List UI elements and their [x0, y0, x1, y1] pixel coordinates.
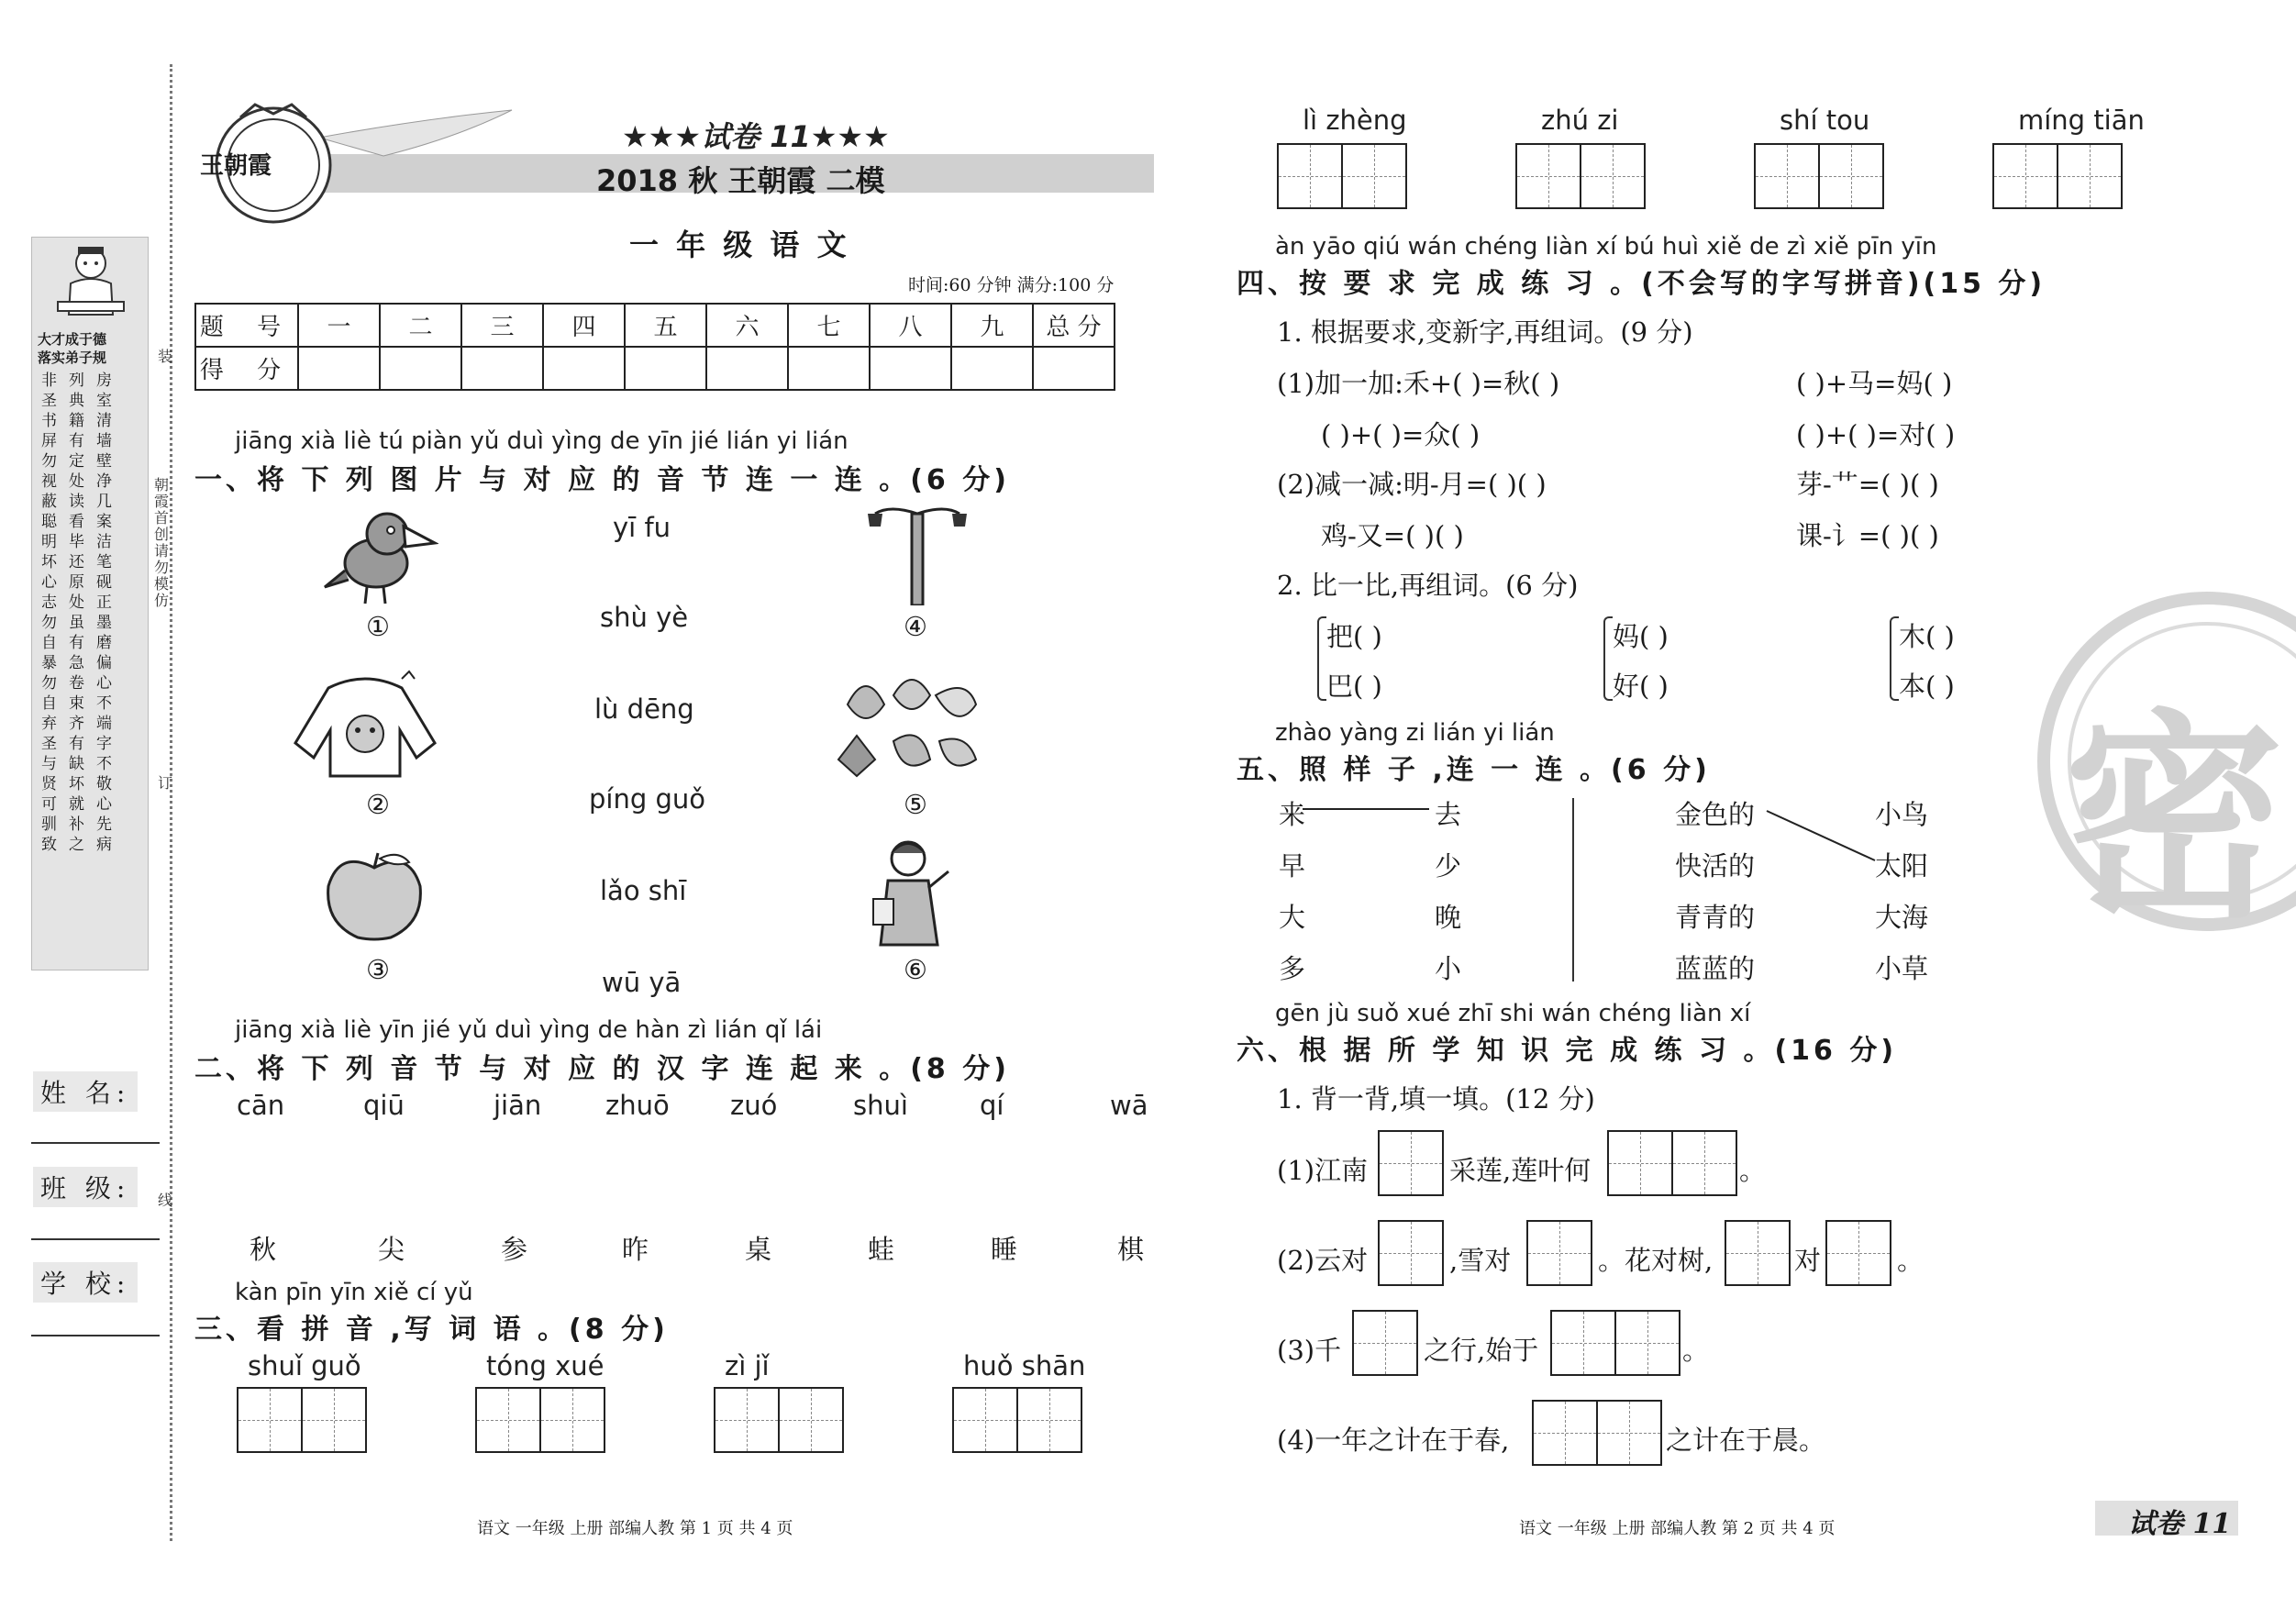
- motto-heading-1: 大才成于德: [38, 331, 107, 348]
- binding-note-3: 订: [158, 774, 173, 792]
- score-header-cell-10: 总 分: [1033, 304, 1115, 347]
- q3-pinyin-word-2: tóng xué: [486, 1350, 605, 1381]
- compare-bracket-1: [1317, 616, 1326, 701]
- score-header-cell-3: 三: [461, 304, 543, 347]
- q5-right-a-4[interactable]: 蓝蓝的: [1675, 953, 1756, 984]
- score-header-cell-7: 七: [788, 304, 870, 347]
- q3-title: 三、看 拼 音 ,写 词 语 。(8 分): [194, 1314, 669, 1346]
- q6-line4-a: (4)一年之计在于春,: [1277, 1425, 1510, 1456]
- q5-right-b-4[interactable]: 小草: [1875, 953, 1929, 984]
- paper-number: ★★★试卷 11★★★: [622, 119, 890, 154]
- compare-bracket-3: [1890, 616, 1899, 701]
- score-value-cell-8[interactable]: [870, 347, 951, 390]
- q4-sub-c[interactable]: 鸡-又=( )( ): [1321, 520, 1464, 551]
- q3-write-grid-2[interactable]: [475, 1387, 604, 1453]
- pic-label-3: ③: [366, 954, 390, 985]
- q2-syllable-2[interactable]: qiū: [363, 1090, 405, 1121]
- motto-columns: [41, 371, 113, 855]
- q6-grid-3-2[interactable]: [1550, 1310, 1679, 1376]
- corner-tag: 试卷 11: [2128, 1508, 2232, 1540]
- q6-grid-3-1[interactable]: [1352, 1310, 1416, 1376]
- q6-grid-2-2[interactable]: [1526, 1220, 1591, 1286]
- q2-hanzi-5[interactable]: 桌: [745, 1234, 772, 1265]
- score-value-row: [195, 347, 1115, 390]
- sweater-picture: [292, 670, 438, 780]
- q3-write-grid-3[interactable]: [714, 1387, 842, 1453]
- compare-bracket-2: [1603, 616, 1613, 701]
- pic-label-1: ①: [366, 611, 390, 642]
- compare-2b[interactable]: 好( ): [1613, 671, 1669, 702]
- q6-line3-b: 之行,始于: [1424, 1335, 1539, 1366]
- q2-hanzi-2[interactable]: 尖: [378, 1234, 405, 1265]
- q2-hanzi-1[interactable]: 秋: [250, 1234, 277, 1265]
- q2-syllable-5[interactable]: zuó: [730, 1090, 778, 1121]
- q5-example-lines: [1303, 798, 1890, 890]
- binding-note-1: 装: [158, 348, 173, 365]
- score-value-cell-1[interactable]: [298, 347, 380, 390]
- q5-right-b-3[interactable]: 大海: [1875, 902, 1929, 933]
- q6-line1-c: 。: [1739, 1155, 1767, 1186]
- motto-column-3: 房室清墙壁净几案洁笔砚正墨磨偏心不端字不敬心先病: [96, 372, 112, 854]
- q4-sub-b[interactable]: 芽-艹=( )( ): [1796, 469, 1939, 500]
- score-value-cell-5[interactable]: [625, 347, 706, 390]
- subject-title: 一 年 级 语 文: [629, 227, 850, 262]
- q5-right-b-1[interactable]: 小鸟: [1875, 799, 1929, 830]
- q6-grid-2-1[interactable]: [1378, 1220, 1442, 1286]
- q4-sub2: 2. 比一比,再组词。(6 分): [1277, 570, 1579, 601]
- binding-note-4: 线: [158, 1192, 173, 1209]
- q3-write-grid-4[interactable]: [952, 1387, 1081, 1453]
- q6-pinyin: gēn jù suǒ xué zhī shi wán chéng liàn xí: [1275, 1000, 1751, 1027]
- q5-left-b-3[interactable]: 晚: [1435, 902, 1462, 933]
- q2-syllable-6[interactable]: shuì: [853, 1090, 908, 1121]
- q6-grid-2-3[interactable]: [1725, 1220, 1789, 1286]
- q2-hanzi-4[interactable]: 昨: [622, 1234, 649, 1265]
- q4-sub-d[interactable]: 课-讠=( )( ): [1796, 520, 1939, 551]
- score-header-row: [195, 304, 1115, 347]
- score-value-cell-2[interactable]: [380, 347, 461, 390]
- compare-3a[interactable]: 木( ): [1899, 621, 1955, 652]
- q5-left-a-2[interactable]: 早: [1279, 850, 1306, 882]
- q2-hanzi-7[interactable]: 睡: [991, 1234, 1018, 1265]
- binding-line: [170, 64, 172, 1541]
- scholar-icon: [52, 243, 129, 326]
- class-label: 班 级:: [33, 1167, 138, 1207]
- q2-hanzi-3[interactable]: 参: [501, 1234, 528, 1265]
- q6-line2-b: ,雪对: [1449, 1245, 1512, 1276]
- brand-seal-text: 王朝霞: [200, 152, 272, 180]
- q4-sub1: 1. 根据要求,变新字,再组词。(9 分): [1277, 316, 1693, 348]
- q6-line2-d: 对: [1794, 1245, 1822, 1276]
- q3-pinyin-word-3: zì jǐ: [725, 1350, 770, 1381]
- q6-line1-a: (1)江南: [1277, 1155, 1369, 1186]
- q4-add-c[interactable]: ( )+( )=众( ): [1321, 419, 1481, 450]
- q4-add-b[interactable]: ( )+马=妈( ): [1796, 368, 1953, 399]
- q6-sub1: 1. 背一背,填一填。(12 分): [1277, 1083, 1595, 1115]
- score-value-cell-7[interactable]: [788, 347, 870, 390]
- score-value-cell-0: 得 分: [195, 347, 298, 390]
- q1-title: 一、将 下 列 图 片 与 对 应 的 音 节 连 一 连 。(6 分): [194, 464, 1010, 496]
- q6-line3-c: 。: [1682, 1335, 1710, 1366]
- q3-pinyin: kàn pīn yīn xiě cí yǔ: [235, 1279, 473, 1306]
- q6-line2-c: 。花对树,: [1598, 1245, 1714, 1276]
- q5-title: 五、照 样 子 ,连 一 连 。(6 分): [1237, 754, 1711, 786]
- q5-pinyin: zhào yàng zi lián yi lián: [1275, 719, 1555, 747]
- score-header-cell-1: 一: [298, 304, 380, 347]
- pic-label-4: ④: [904, 611, 927, 642]
- q6-title: 六、根 据 所 学 知 识 完 成 练 习 。(16 分): [1237, 1035, 1898, 1067]
- leaves-picture: [829, 668, 985, 782]
- q1-syllable-6[interactable]: wū yā: [602, 967, 682, 998]
- q2-syllable-4[interactable]: zhuō: [605, 1090, 670, 1121]
- q6-line2-e: 。: [1897, 1245, 1924, 1276]
- q2-syllable-3[interactable]: jiān: [494, 1090, 542, 1121]
- q3-pinyin-word-4: huǒ shān: [963, 1350, 1086, 1381]
- q1-syllable-3[interactable]: lù dēng: [594, 693, 694, 725]
- name-field[interactable]: [31, 1142, 160, 1144]
- q1-syllable-1[interactable]: yī fu: [613, 512, 671, 543]
- q4-sub-a[interactable]: (2)减一减:明-月=( )( ): [1277, 469, 1547, 500]
- q4-pinyin: àn yāo qiú wán chéng liàn xí bú huì xiě de zì xiě pīn yīn: [1275, 233, 1937, 261]
- motto-column-2: 列典籍有定处读看毕还原处虽有急卷束齐有缺坏就补之: [69, 372, 84, 854]
- score-header-cell-5: 五: [625, 304, 706, 347]
- q5-left-b-4[interactable]: 小: [1435, 953, 1462, 984]
- apple-picture: [321, 849, 427, 941]
- compare-1a[interactable]: 把( ): [1326, 621, 1382, 652]
- q6-grid-1-2[interactable]: [1607, 1130, 1736, 1196]
- score-value-cell-10[interactable]: [1033, 347, 1115, 390]
- q3-pinyin-word-7: shí tou: [1780, 105, 1870, 136]
- motto-heading-2: 落实弟子规: [38, 349, 107, 366]
- q2-title: 二、将 下 列 音 节 与 对 应 的 汉 字 连 起 来 。(8 分): [194, 1053, 1010, 1085]
- q6-grid-4-1[interactable]: [1532, 1400, 1660, 1466]
- score-header-cell-4: 四: [543, 304, 625, 347]
- q3-pinyin-word-5: lì zhèng: [1303, 105, 1407, 136]
- q5-left-a-3[interactable]: 大: [1279, 902, 1306, 933]
- exam-title: 2018 秋 王朝霞 二模: [596, 163, 885, 198]
- pic-label-5: ⑤: [904, 789, 927, 820]
- q3-pinyin-word-8: míng tiān: [2018, 105, 2145, 136]
- q3-write-grid-7[interactable]: [1754, 143, 1882, 209]
- pic-label-6: ⑥: [904, 954, 927, 985]
- q5-right-a-3[interactable]: 青青的: [1675, 902, 1756, 933]
- q6-grid-1-1[interactable]: [1378, 1130, 1442, 1196]
- motto-panel: [31, 237, 149, 970]
- name-label: 姓 名:: [33, 1071, 138, 1112]
- time-info: 时间:60 分钟 满分:100 分: [908, 275, 1115, 295]
- score-header-cell-2: 二: [380, 304, 461, 347]
- school-field[interactable]: [31, 1335, 160, 1336]
- q2-syllable-1[interactable]: cān: [237, 1090, 285, 1121]
- q3-write-grid-5[interactable]: [1277, 143, 1405, 209]
- score-table: [194, 303, 1115, 391]
- seal-character: 密: [2064, 689, 2285, 948]
- q5-right-a-2[interactable]: 快活的: [1675, 850, 1756, 882]
- q2-syllable-8[interactable]: wā: [1110, 1090, 1148, 1121]
- q2-hanzi-6[interactable]: 蛙: [868, 1234, 895, 1265]
- q5-left-b-1[interactable]: 去: [1435, 799, 1462, 830]
- q3-pinyin-word-1: shuǐ guǒ: [248, 1350, 361, 1381]
- pic-label-2: ②: [366, 789, 390, 820]
- q5-right-b-2[interactable]: 太阳: [1875, 850, 1929, 882]
- score-header-cell-6: 六: [706, 304, 788, 347]
- q3-pinyin-word-6: zhú zi: [1541, 105, 1619, 136]
- compare-3b[interactable]: 本( ): [1899, 671, 1955, 702]
- q3-write-grid-1[interactable]: [237, 1387, 365, 1453]
- score-header-cell-0: 题 号: [195, 304, 298, 347]
- crow-picture: [321, 506, 438, 607]
- score-header-cell-9: 九: [951, 304, 1033, 347]
- score-value-cell-4[interactable]: [543, 347, 625, 390]
- score-header-cell-8: 八: [870, 304, 951, 347]
- q6-line4-b: 之计在于晨。: [1666, 1425, 1826, 1456]
- q5-right-a-1[interactable]: 金色的: [1675, 799, 1756, 830]
- footer-left: 语文 一年级 上册 部编人教 第 1 页 共 4 页: [477, 1519, 793, 1538]
- binding-note-2: 朝霞首创请勿模仿: [154, 476, 170, 609]
- q2-pinyin: jiāng xià liè yīn jié yǔ duì yìng de hàn zì lián qǐ lái: [235, 1016, 823, 1044]
- q5-left-b-2[interactable]: 少: [1435, 850, 1462, 882]
- footer-right: 语文 一年级 上册 部编人教 第 2 页 共 4 页: [1519, 1519, 1836, 1538]
- teacher-picture: [866, 835, 958, 948]
- streetlamp-picture: [862, 495, 972, 605]
- school-label: 学 校:: [33, 1262, 138, 1303]
- motto-column-1: 非圣书屏勿视蔽聪明坏心志勿自暴勿自弃圣与贤可驯致: [41, 372, 57, 854]
- q6-line3-a: (3)千: [1277, 1335, 1342, 1366]
- q2-hanzi-8[interactable]: 棋: [1117, 1234, 1145, 1265]
- score-value-cell-3[interactable]: [461, 347, 543, 390]
- q3-write-grid-8[interactable]: [1992, 143, 2121, 209]
- compare-1b[interactable]: 巴( ): [1326, 671, 1382, 702]
- q1-syllable-2[interactable]: shù yè: [600, 602, 689, 633]
- q1-pinyin: jiāng xià liè tú piàn yǔ duì yìng de yīn jié lián yi lián: [235, 427, 849, 455]
- q5-left-a-1[interactable]: 来: [1279, 799, 1306, 830]
- q2-syllable-7[interactable]: qí: [980, 1090, 1004, 1121]
- q5-left-a-4[interactable]: 多: [1279, 953, 1306, 984]
- q6-line1-b: 采莲,莲叶何: [1449, 1155, 1592, 1186]
- q1-syllable-5[interactable]: lǎo shī: [600, 875, 687, 906]
- compare-2a[interactable]: 妈( ): [1613, 621, 1669, 652]
- score-value-cell-9[interactable]: [951, 347, 1033, 390]
- q4-add-a[interactable]: (1)加一加:禾+( )=秋( ): [1277, 368, 1560, 399]
- class-field[interactable]: [31, 1238, 160, 1240]
- score-value-cell-6[interactable]: [706, 347, 788, 390]
- q3-write-grid-6[interactable]: [1515, 143, 1644, 209]
- q4-title: 四、按 要 求 完 成 练 习 。(不会写的字写拼音)(15 分): [1237, 268, 2046, 300]
- q6-line2-a: (2)云对: [1277, 1245, 1369, 1276]
- q4-add-d[interactable]: ( )+( )=对( ): [1796, 419, 1956, 450]
- q6-grid-2-4[interactable]: [1825, 1220, 1890, 1286]
- q1-syllable-4[interactable]: píng guǒ: [589, 783, 706, 815]
